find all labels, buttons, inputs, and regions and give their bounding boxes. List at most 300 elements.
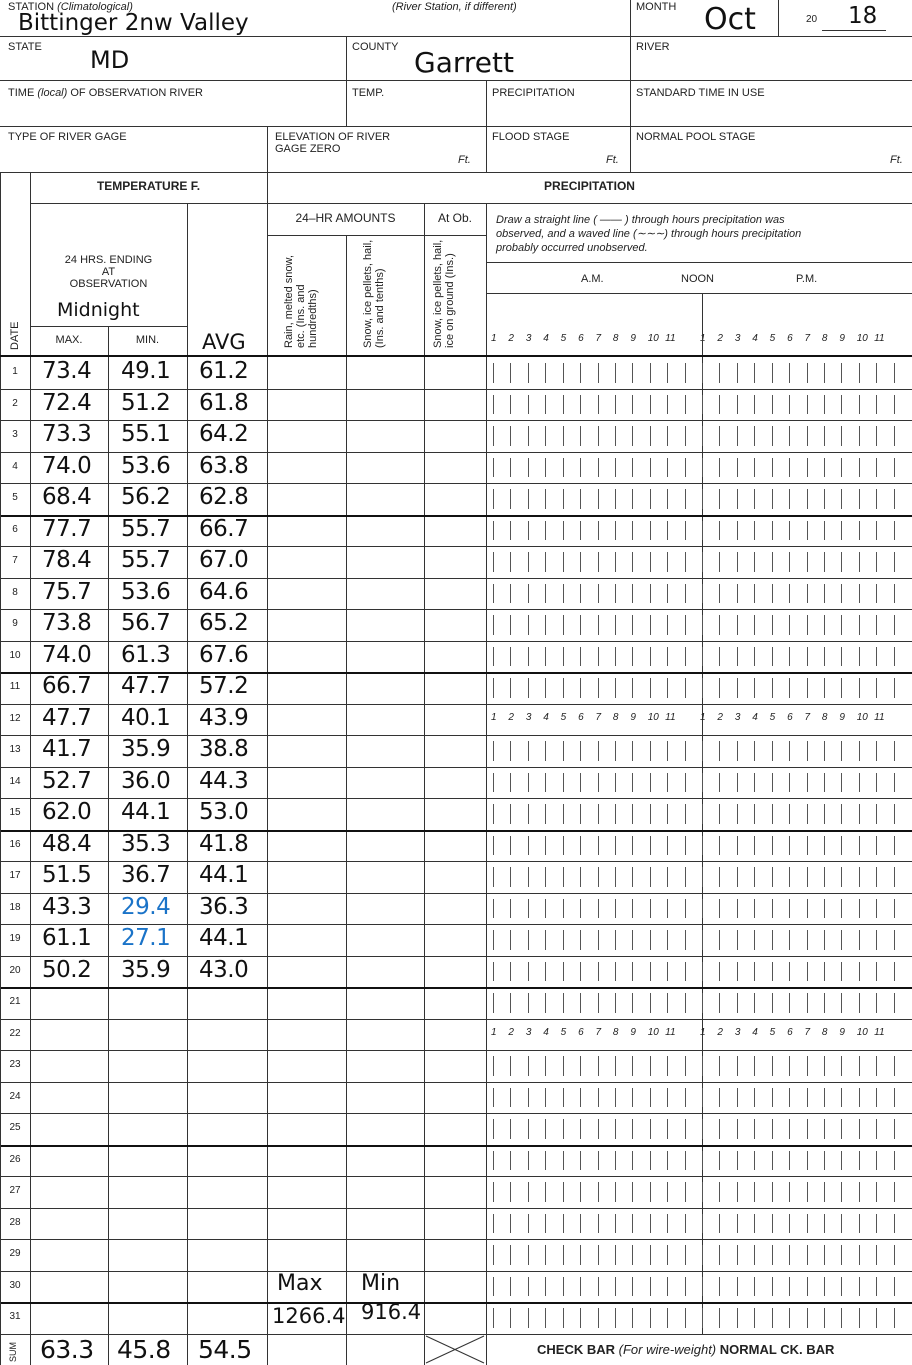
hour-tick [598, 741, 599, 761]
hour-tick [667, 678, 668, 698]
hour-tick [789, 836, 790, 856]
hour-tick [841, 899, 842, 919]
hour-tick [667, 395, 668, 415]
hour-tick [528, 899, 529, 919]
hour-tick [580, 1056, 581, 1076]
hour-tick [737, 930, 738, 950]
hour-tick [824, 836, 825, 856]
max-temp-cell[interactable]: 74.0 [42, 641, 92, 668]
hour-label: 11 [874, 1026, 885, 1038]
hour-tick [859, 1308, 860, 1328]
hour-tick [876, 615, 877, 635]
hour-tick [493, 899, 494, 919]
hour-tick [719, 1308, 720, 1328]
hour-tick [719, 552, 720, 572]
date-cell: 28 [9, 1216, 21, 1228]
min-temp-cell[interactable]: 36.7 [121, 862, 171, 888]
hour-label: 5 [769, 1026, 776, 1038]
min-temp-cell[interactable]: 51.2 [121, 389, 171, 416]
hour-tick [876, 930, 877, 950]
hour-tick [493, 1119, 494, 1139]
hour-tick [719, 867, 720, 887]
grid-line [187, 203, 188, 1365]
avg-temp-cell[interactable]: 67.0 [199, 547, 249, 573]
hour-tick [824, 1214, 825, 1234]
min-temp-cell[interactable]: 27.1 [121, 925, 171, 951]
hour-tick [545, 1245, 546, 1265]
hour-label: 10 [856, 1026, 868, 1038]
hour-tick [632, 647, 633, 667]
precip-header-label: PRECIPITATION [492, 87, 575, 99]
elevation-label: ELEVATION OF RIVER GAGE ZERO [275, 131, 391, 155]
min-temp-cell[interactable]: 53.6 [121, 452, 171, 479]
hour-label: 6 [787, 1026, 793, 1038]
hour-label: 10 [647, 333, 659, 344]
hour-tick [894, 993, 895, 1013]
hour-tick [789, 1214, 790, 1234]
avg-temp-cell[interactable]: 41.8 [199, 830, 249, 857]
hour-tick [563, 1088, 564, 1108]
hour-tick [598, 458, 599, 478]
hour-tick [859, 584, 860, 604]
hour-tick [545, 836, 546, 856]
hour-tick [841, 521, 842, 541]
min-temp-cell[interactable]: 56.2 [121, 484, 171, 510]
hour-tick [702, 395, 703, 415]
hour-tick [876, 584, 877, 604]
avg-temp-cell[interactable]: 66.7 [199, 515, 249, 542]
hour-tick [737, 741, 738, 761]
hour-tick [824, 993, 825, 1013]
hour-tick [650, 1277, 651, 1297]
hour-tick [545, 1277, 546, 1297]
hour-tick [719, 458, 720, 478]
max-temp-cell[interactable]: 66.7 [42, 673, 92, 699]
row-divider [0, 1050, 912, 1051]
hour-tick [632, 962, 633, 982]
hour-tick [528, 1151, 529, 1171]
min-temp-cell[interactable]: 35.9 [121, 956, 171, 983]
hour-tick [702, 867, 703, 887]
max-total-value: 1266.4 [272, 1304, 346, 1328]
max-temp-cell[interactable]: 73.3 [42, 421, 92, 447]
avg-temp-cell[interactable]: 61.8 [199, 389, 249, 416]
month-label: MONTH [636, 1, 677, 13]
hour-tick [650, 962, 651, 982]
hour-tick [772, 804, 773, 824]
max-temp-cell[interactable]: 74.0 [42, 452, 92, 479]
date-cell: 3 [12, 429, 18, 440]
hour-label: 6 [578, 711, 584, 723]
hour-tick [807, 930, 808, 950]
avg-temp-cell[interactable]: 36.3 [199, 893, 249, 920]
hour-tick [789, 426, 790, 446]
hour-label: 11 [874, 711, 885, 723]
hour-label: 7 [804, 711, 811, 723]
date-cell: 31 [9, 1311, 21, 1322]
avg-temp-cell[interactable]: 44.1 [199, 925, 249, 951]
hour-tick [667, 489, 668, 509]
hour-tick [876, 741, 877, 761]
hour-tick [598, 363, 599, 383]
hour-tick [824, 804, 825, 824]
hour-tick [754, 836, 755, 856]
hour-tick [737, 458, 738, 478]
hour-tick [510, 836, 511, 856]
hour-tick [493, 836, 494, 856]
hour-tick [894, 521, 895, 541]
avg-temp-cell[interactable]: 64.2 [199, 421, 249, 447]
hour-tick [528, 804, 529, 824]
hour-tick [807, 426, 808, 446]
hour-tick [615, 395, 616, 415]
hour-tick [894, 836, 895, 856]
hour-tick [632, 1088, 633, 1108]
hour-tick [493, 930, 494, 950]
hour-tick [563, 395, 564, 415]
hour-tick [789, 584, 790, 604]
hour-label: 1 [700, 1026, 706, 1038]
hour-tick [894, 867, 895, 887]
min-temp-cell[interactable]: 35.9 [121, 736, 171, 762]
hour-tick [702, 521, 703, 541]
hour-tick [754, 426, 755, 446]
temp-label: TEMP. [352, 87, 385, 99]
hour-tick [824, 678, 825, 698]
hour-tick [876, 1151, 877, 1171]
hour-tick [650, 1245, 651, 1265]
date-cell: 22 [9, 1027, 21, 1039]
hour-tick [702, 1088, 703, 1108]
min-temp-cell[interactable]: 55.7 [121, 547, 171, 573]
hour-tick [789, 899, 790, 919]
hour-tick [598, 489, 599, 509]
hour-tick [859, 426, 860, 446]
hour-tick [772, 1277, 773, 1297]
hour-tick [580, 1277, 581, 1297]
hour-tick [737, 363, 738, 383]
avg-temp-cell[interactable]: 63.8 [199, 452, 249, 479]
hour-tick [528, 584, 529, 604]
hour-label: 5 [560, 1026, 567, 1038]
hour-tick [545, 1151, 546, 1171]
hour-tick [667, 1119, 668, 1139]
hour-tick [702, 993, 703, 1013]
hour-tick [580, 458, 581, 478]
hour-label: 5 [560, 711, 567, 723]
hour-tick [772, 1308, 773, 1328]
hour-tick [598, 426, 599, 446]
hour-tick [894, 1151, 895, 1171]
min-temp-cell[interactable]: 29.4 [121, 893, 171, 920]
hour-tick [632, 489, 633, 509]
max-temp-cell[interactable]: 48.4 [42, 830, 92, 857]
min-temp-cell[interactable]: 49.1 [121, 358, 171, 384]
date-cell: 8 [12, 586, 18, 598]
hour-tick [493, 1277, 494, 1297]
max-temp-cell[interactable]: 61.1 [42, 925, 92, 951]
hour-label: 4 [543, 711, 549, 723]
header-rule [0, 80, 912, 81]
max-temp-cell[interactable]: 47.7 [42, 704, 92, 731]
avg-temp-cell[interactable]: 43.9 [199, 704, 249, 731]
hour-tick [772, 962, 773, 982]
max-temp-cell[interactable]: 72.4 [42, 389, 92, 416]
hour-tick [632, 426, 633, 446]
max-temp-cell[interactable]: 73.8 [42, 610, 92, 636]
hour-label: 1 [700, 333, 706, 344]
min-temp-cell[interactable]: 55.7 [121, 515, 171, 542]
hour-tick [545, 552, 546, 572]
hour-tick [510, 1151, 511, 1171]
hour-tick [772, 1088, 773, 1108]
hour-tick [719, 804, 720, 824]
header-rule [0, 126, 912, 127]
hour-tick [632, 1119, 633, 1139]
hour-tick [824, 773, 825, 793]
max-temp-cell[interactable]: 78.4 [42, 547, 92, 573]
year-value: 18 [848, 3, 878, 29]
avg-temp-cell[interactable]: 64.6 [199, 578, 249, 605]
max-temp-cell[interactable]: 43.3 [42, 893, 92, 920]
hour-tick [737, 1214, 738, 1234]
hour-tick [807, 395, 808, 415]
hour-tick [528, 867, 529, 887]
grid-line [267, 172, 268, 1365]
hour-tick [528, 1056, 529, 1076]
hour-tick [615, 899, 616, 919]
hour-tick [510, 1182, 511, 1202]
min-temp-cell[interactable]: 61.3 [121, 641, 171, 668]
hour-tick [824, 962, 825, 982]
hour-tick [719, 521, 720, 541]
hour-tick [493, 1182, 494, 1202]
hour-tick [598, 1308, 599, 1328]
hour-tick [702, 741, 703, 761]
hour-tick [876, 1119, 877, 1139]
hour-tick [545, 678, 546, 698]
max-temp-cell[interactable]: 52.7 [42, 767, 92, 794]
hour-tick [807, 867, 808, 887]
hour-tick [667, 458, 668, 478]
hour-tick [789, 930, 790, 950]
hour-tick [894, 1214, 895, 1234]
hour-tick [493, 489, 494, 509]
hour-tick [685, 1277, 686, 1297]
max-temp-cell[interactable]: 41.7 [42, 736, 92, 762]
max-temp-cell[interactable]: 62.0 [42, 799, 92, 825]
hour-tick [650, 930, 651, 950]
hour-tick [807, 1182, 808, 1202]
river-station-label: (River Station, if different) [392, 1, 517, 13]
hour-tick [667, 1151, 668, 1171]
date-cell: 26 [9, 1153, 21, 1165]
hour-tick [632, 1182, 633, 1202]
max-temp-cell[interactable]: 51.5 [42, 862, 92, 888]
hour-tick [876, 867, 877, 887]
avg-temp-cell[interactable]: 67.6 [199, 641, 249, 668]
hour-tick [894, 395, 895, 415]
max-temp-cell[interactable]: 50.2 [42, 956, 92, 983]
grid-line [486, 203, 487, 1365]
hour-tick [789, 678, 790, 698]
hour-tick [510, 1214, 511, 1234]
min-temp-cell[interactable]: 36.0 [121, 767, 171, 794]
county-label: COUNTY [352, 41, 399, 53]
hour-tick [754, 899, 755, 919]
grid-line [0, 172, 1, 1365]
hour-tick [580, 584, 581, 604]
min-temp-cell[interactable]: 35.3 [121, 830, 171, 857]
hour-tick [632, 584, 633, 604]
hour-tick [737, 962, 738, 982]
hour-tick [615, 836, 616, 856]
hour-tick [859, 773, 860, 793]
hour-tick [650, 1151, 651, 1171]
min-temp-cell[interactable]: 53.6 [121, 578, 171, 605]
hour-tick [824, 489, 825, 509]
max-temp-cell[interactable]: 68.4 [42, 484, 92, 510]
hour-tick [615, 458, 616, 478]
avg-temp-cell[interactable]: 44.3 [199, 767, 249, 794]
hour-tick [737, 426, 738, 446]
date-cell: 6 [12, 523, 18, 535]
max-temp-cell[interactable]: 75.7 [42, 578, 92, 605]
hour-tick [859, 993, 860, 1013]
hour-tick [789, 1151, 790, 1171]
hour-tick [719, 836, 720, 856]
header-rule [0, 36, 912, 37]
date-cell: 15 [9, 807, 21, 818]
avg-temp-cell[interactable]: 65.2 [199, 610, 249, 636]
hour-tick [876, 773, 877, 793]
date-cell: 7 [12, 555, 18, 566]
hour-tick [650, 489, 651, 509]
hour-tick [650, 647, 651, 667]
hour-tick [510, 899, 511, 919]
hour-tick [545, 773, 546, 793]
min-temp-cell[interactable]: 56.7 [121, 610, 171, 636]
avg-temp-cell[interactable]: 57.2 [199, 673, 249, 699]
hour-tick [702, 1119, 703, 1139]
max-temp-cell[interactable]: 77.7 [42, 515, 92, 542]
min-temp-cell[interactable]: 44.1 [121, 799, 171, 825]
max-temp-cell[interactable]: 73.4 [42, 358, 92, 384]
hour-tick [772, 584, 773, 604]
hour-tick [737, 678, 738, 698]
hour-tick [789, 1277, 790, 1297]
hour-label: 3 [525, 711, 532, 723]
hour-tick [772, 552, 773, 572]
hour-tick [650, 993, 651, 1013]
hour-label: 2 [508, 711, 514, 723]
hour-tick [580, 1308, 581, 1328]
hour-tick [545, 395, 546, 415]
hour-tick [685, 489, 686, 509]
hour-label: 2 [717, 711, 723, 723]
hour-label: 6 [787, 711, 793, 723]
min-temp-cell[interactable]: 47.7 [121, 673, 171, 699]
hour-tick [841, 363, 842, 383]
hour-label: 7 [804, 1026, 811, 1038]
hour-tick [510, 584, 511, 604]
hour-tick [580, 804, 581, 824]
amounts-24hr-label: 24–HR AMOUNTS [295, 211, 396, 225]
hour-tick [615, 584, 616, 604]
hour-tick [841, 1151, 842, 1171]
hour-tick [580, 552, 581, 572]
hour-label: 6 [578, 1026, 584, 1038]
avg-temp-cell[interactable]: 43.0 [199, 956, 249, 983]
row-divider [0, 1176, 912, 1177]
hour-tick [685, 552, 686, 572]
hour-tick [841, 678, 842, 698]
hour-tick [876, 1308, 877, 1328]
hour-tick [754, 1151, 755, 1171]
hour-tick [685, 1056, 686, 1076]
hour-tick [824, 584, 825, 604]
hour-tick [807, 993, 808, 1013]
month-value: Oct [704, 2, 756, 37]
min-temp-cell[interactable]: 40.1 [121, 704, 171, 731]
hour-tick [580, 1088, 581, 1108]
hour-tick [563, 1119, 564, 1139]
hour-label: 3 [734, 711, 741, 723]
hour-tick [894, 773, 895, 793]
avg-temp-cell[interactable]: 38.8 [199, 736, 249, 762]
hour-tick [754, 1214, 755, 1234]
avg-temp-cell[interactable]: 44.1 [199, 862, 249, 888]
hour-tick [563, 1245, 564, 1265]
hour-tick [632, 899, 633, 919]
hour-tick [528, 930, 529, 950]
date-cell: 12 [9, 712, 21, 724]
hour-tick [598, 836, 599, 856]
hour-tick [859, 647, 860, 667]
hour-tick [563, 584, 564, 604]
hour-tick [493, 1308, 494, 1328]
county-value: Garrett [414, 46, 514, 79]
hour-tick [632, 1277, 633, 1297]
hour-tick [894, 1056, 895, 1076]
hour-tick [876, 962, 877, 982]
hour-tick [580, 489, 581, 509]
avg-temp-cell[interactable]: 62.8 [199, 484, 249, 510]
hour-tick [598, 615, 599, 635]
hour-tick [615, 804, 616, 824]
hour-tick [894, 615, 895, 635]
hour-tick [545, 804, 546, 824]
min-temp-cell[interactable]: 55.1 [121, 421, 171, 447]
hour-tick [754, 552, 755, 572]
am-label: A.M. [581, 273, 604, 285]
hour-tick [667, 521, 668, 541]
hour-tick [650, 1214, 651, 1234]
hour-tick [650, 458, 651, 478]
hour-tick [493, 1151, 494, 1171]
hour-tick [510, 1277, 511, 1297]
grid-line [424, 203, 425, 1365]
hour-tick [685, 836, 686, 856]
hour-tick [754, 584, 755, 604]
hour-tick [493, 584, 494, 604]
avg-temp-cell[interactable]: 53.0 [199, 799, 249, 825]
hour-tick [615, 1277, 616, 1297]
avg-temp-cell[interactable]: 61.2 [199, 358, 249, 384]
hour-tick [702, 489, 703, 509]
hour-tick [545, 426, 546, 446]
hour-label: 5 [560, 333, 567, 344]
